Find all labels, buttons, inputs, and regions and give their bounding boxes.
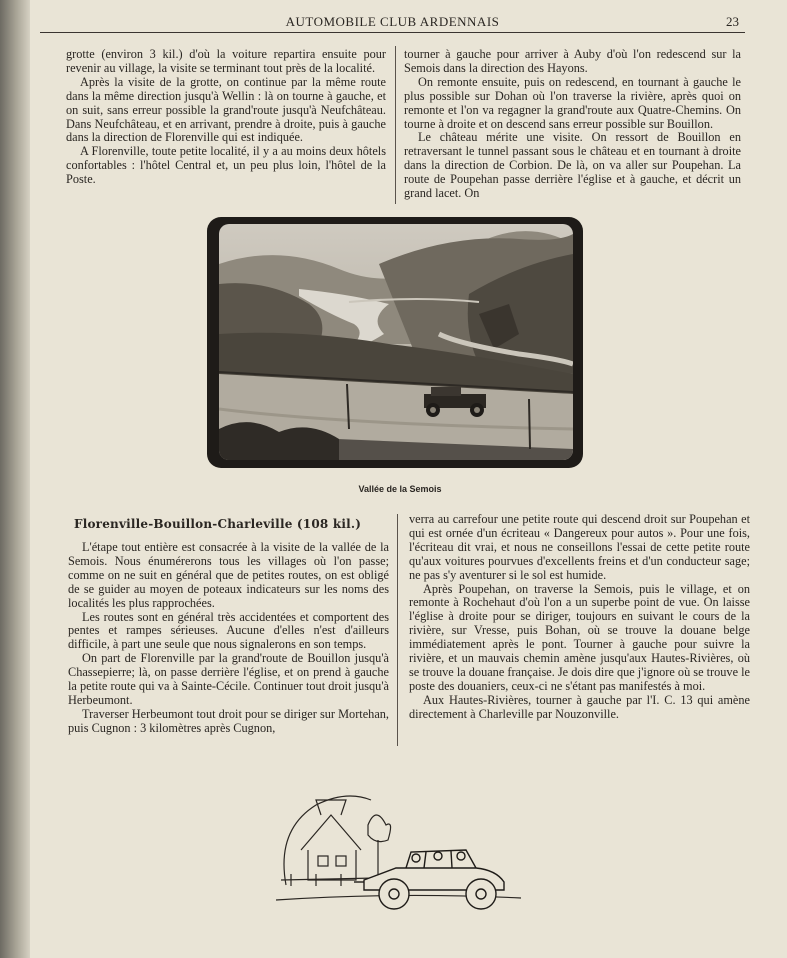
paragraph: Le château mérite une visite. On ressort de Bouillon en retraversant le tunnel passant sous le château et en tournant à droite dans la direction de Corbion. De là, on va aller sur Poupehan. La route de Poupehan passe derrière l'église et à gauche, et décrit un grand lacet. On bbox=[404, 130, 741, 201]
semois-valley-photo bbox=[219, 224, 573, 460]
running-header bbox=[40, 12, 745, 33]
photo-caption: Vallée de la Semois bbox=[358, 484, 442, 494]
paragraph: A Florenville, toute petite localité, il y a au moins deux hôtels confortables : l'hôtel Central et, un peu plus loin, l'hôtel de la Poste. bbox=[66, 144, 386, 187]
paragraph: Après la visite de la grotte, on continue par la même route dans la même direction jusqu'à Wellin : là on tourne à gauche, et on suit, sans erreur possible la grand'route jusqu'à Neufchâteau. Dans Neufchâteau, et en arrivant, prendre à droite, puis à gauche dans la direction de Florenville qui est indiquée. bbox=[66, 74, 386, 145]
paragraph: Les routes sont en général très accidentées et comportent des pentes et rampes sérieuses. Aucune d'elles n'est d'ailleurs difficile, à part une seule que nous signalerons en son temps. bbox=[68, 609, 389, 652]
paragraph: On part de Florenville par la grand'route de Bouillon jusqu'à Chassepierre; là, on passe derrière l'église, et on prend à gauche la petite route qui va à Sainte-Cécile. Continuer tout droit jusqu'à Herbeumont. bbox=[68, 651, 389, 707]
section-heading: Florenville-Bouillon-Charleville (108 kil.) bbox=[74, 517, 362, 531]
paragraph: tourner à gauche pour arriver à Auby d'où l'on redescend sur la Semois dans la direction des Hayons. bbox=[404, 47, 741, 75]
top-right-column bbox=[404, 48, 741, 201]
book-gutter bbox=[0, 0, 30, 958]
page-number: 23 bbox=[726, 14, 739, 29]
column-separator bbox=[395, 46, 396, 204]
paragraph: Aux Hautes-Rivières, tourner à gauche par l'I. C. 13 qui amène directement à Charleville par Nouzonville. bbox=[409, 692, 750, 721]
paragraph: grotte (environ 3 kil.) d'où la voiture repartira ensuite pour revenir au village, la visite se terminant tout près de la localité. bbox=[66, 47, 386, 75]
paragraph: verra au carrefour une petite route qui descend droit sur Poupehan et qui est ornée d'un écriteau « Dangereux pour autos ». Pour une fois, l'écriteau dit vrai, et nous ne conseillons l'essai de cette petite route qu'aux voitures pourvues d'excellents freins et d'un conducteur sage; ne pas s'y aventurer si le sol est humide. bbox=[409, 512, 750, 582]
column-separator bbox=[397, 514, 398, 746]
top-left-column bbox=[66, 48, 386, 187]
header-title: AUTOMOBILE CLUB ARDENNAIS bbox=[285, 14, 500, 29]
paragraph: Traverser Herbeumont tout droit pour se diriger sur Mortehan, puis Cugnon : 3 kilomètres après Cugnon, bbox=[68, 706, 389, 735]
paragraph: On remonte ensuite, puis on redescend, en tournant à gauche le plus possible sur Dohan où l'on traverse la rivière, après quoi on remonte et l'on va regagner la grand'route aux Quatre-Chemins. On tourne à droite et on descend sans erreur possible sur Bouillon. bbox=[404, 74, 741, 131]
paragraph: L'étape tout entière est consacrée à la visite de la vallée de la Semois. Nous énumérerons tous les villages où l'on passe; comme on ne suit en général que de petites routes, on est obligé de se guider au moyen de poteaux indicateurs sur les noms des localités les plus rapprochées. bbox=[68, 540, 389, 610]
bottom-left-column bbox=[68, 541, 389, 736]
paragraph: Après Poupehan, on traverse la Semois, puis le village, et on remonte à Rochehaut d'où l'on a un superbe point de vue. On laisse l'église à droite pour se diriger, toujours en suivant le cours de la rivière, sur Vresse, puis Bohan, où se trouve la douane belge immédiatement après le pont. Tourner à gauche pour suivre la rivière, et un mauvais chemin amène jusqu'aux Hautes-Rivières, où se trouve la douane française. Je dois dire que j'ignore où se trouve le poste des douaniers, ceux-ci ne s'étant pas manifestés à moi. bbox=[409, 581, 750, 693]
vintage-car-illustration bbox=[276, 790, 526, 920]
bottom-right-column bbox=[409, 513, 750, 722]
